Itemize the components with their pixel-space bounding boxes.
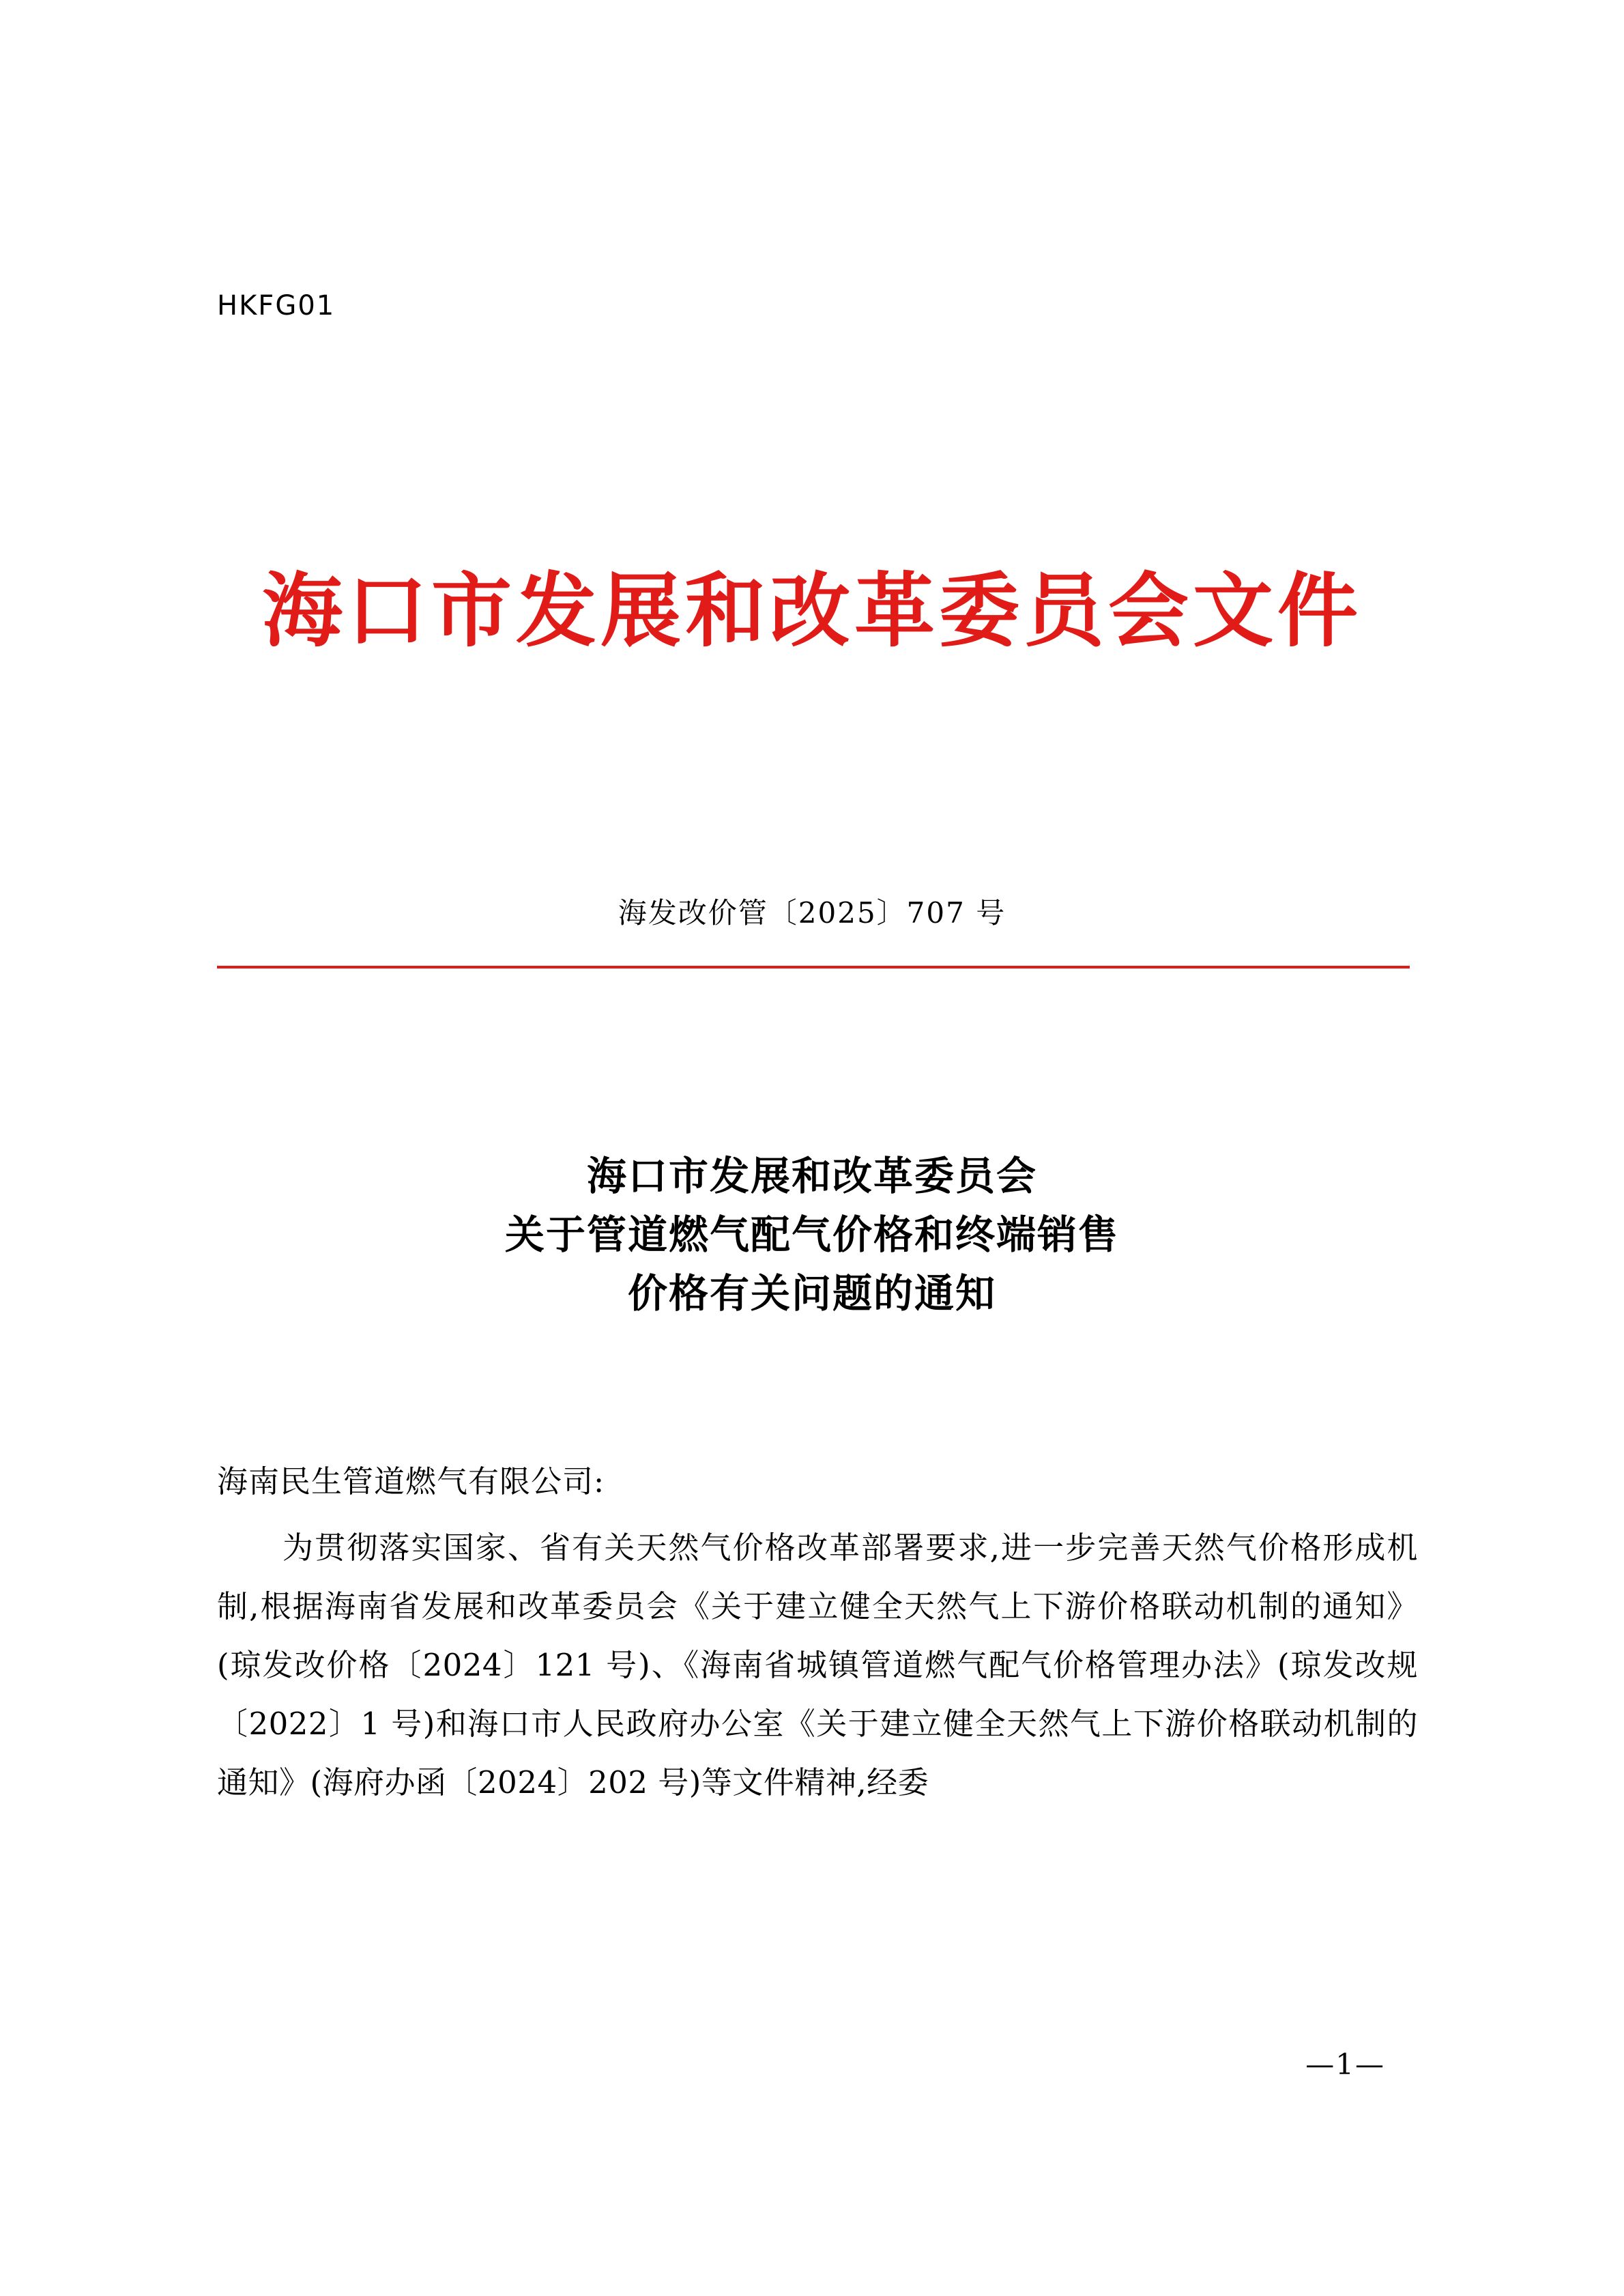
document-number: 海发改价管〔2025〕707 号 — [618, 896, 1006, 930]
document-addressee: 海南民生管道燃气有限公司: — [217, 1463, 605, 1499]
document-title — [0, 1147, 1624, 1323]
document-title-line-1: 海口市发展和改革委员会 — [586, 1153, 1037, 1199]
body-paragraph-1: 为贯彻落实国家、省有关天然气价格改革部署要求,进一步完善天然气价格形成机制,根据海南省发展和改革委员会《关于建立健全天然气上下游价格联动机制的通知》(琼发改价格〔2024〕121 号)、《海南省城镇管道燃气配气价格管理办法》(琼发改规〔2022〕1 号)和海口市人民政府办公室《关于建立健全天然气上下游价格联动机制的通知》(海府办函〔2024〕202 号)等文件精神,经委 — [217, 1530, 1418, 1800]
document-body — [217, 1519, 1418, 1812]
document-title-line-3: 价格有关问题的通知 — [627, 1270, 996, 1317]
document-masthead-title: 海口市发展和改革委员会文件 — [261, 563, 1362, 658]
red-separator-rule — [217, 966, 1410, 968]
document-title-line-2: 关于管道燃气配气价格和终端销售 — [504, 1211, 1119, 1258]
page-number: —1— — [1305, 2048, 1385, 2081]
document-code: HKFG01 — [217, 290, 336, 321]
